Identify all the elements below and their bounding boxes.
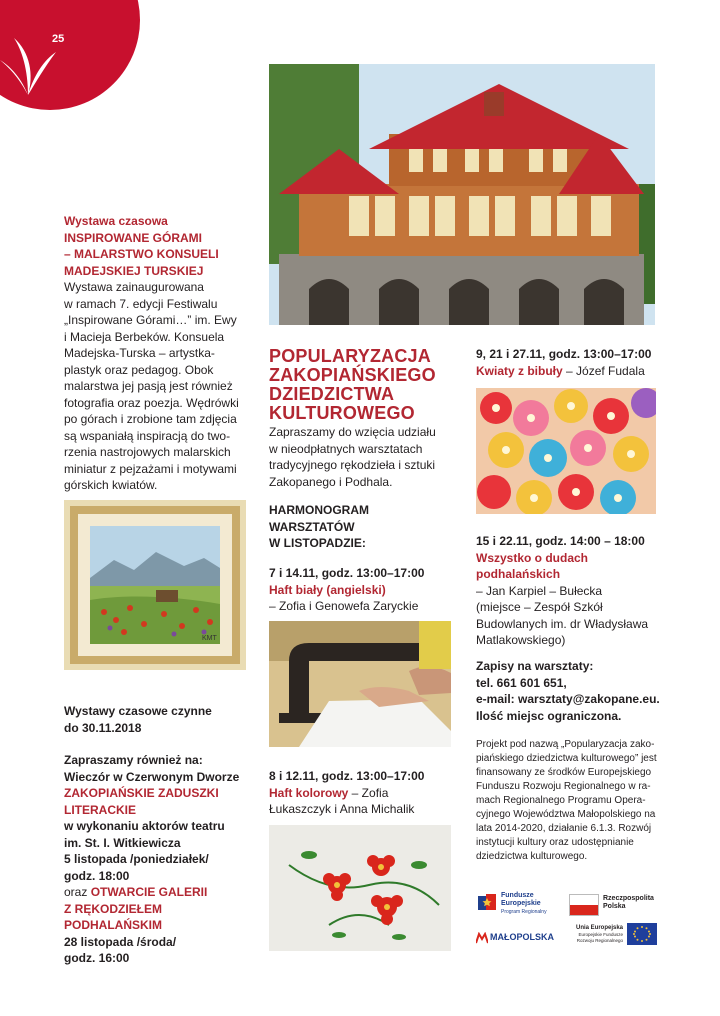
workshop-item	[269, 768, 459, 818]
intro-line: tradycyjnego rękodzieła i sztuki	[269, 458, 436, 472]
exhibition-label: Wystawa czasowa	[64, 214, 168, 228]
workshop-people: (miejsce – Zespół Szkół	[476, 600, 603, 614]
signup-line: Zapisy na warsztaty:	[476, 659, 594, 673]
project-line: mach Regionalnego Programu Opera-	[476, 795, 646, 806]
project-line: dziedzictwa kulturowego.	[476, 851, 588, 862]
painting-photo	[64, 500, 246, 670]
eu-logo-text: Unia Europejska	[575, 925, 623, 931]
eu-flag-icon	[627, 923, 657, 945]
intro-text	[269, 424, 459, 490]
invite-line: im. St. I. Witkiewicza	[64, 835, 181, 850]
painting-signature: KMT	[202, 635, 217, 642]
exhibition-body-line: rzenia nastrojowych malarskich	[64, 445, 231, 459]
exhibition-body-line: fotografia oraz poezja. Wędrówki	[64, 395, 239, 410]
signup-email: e-mail: warsztaty@zakopane.eu.	[476, 692, 660, 706]
main-title-line: KULTUROWEGO	[269, 403, 415, 423]
invite-event-title: ZAKOPIAŃSKIE ZADUSZKI	[64, 786, 219, 800]
workshop-name: Kwiaty z bibuły	[476, 363, 563, 378]
workshop-people: – Jan Karpiel – Bułecka	[476, 583, 603, 598]
paper-flowers-photo	[476, 388, 656, 514]
workshop-people: Matlakowskiego)	[476, 633, 566, 647]
workshop-people: Łukaszczyk i Anna Michalik	[269, 802, 415, 816]
exhibition-body-line: górskich kwiatów.	[64, 478, 158, 492]
invite-line: 28 listopada /środa/	[64, 934, 177, 949]
eu-logo-text: Europejskie Fundusze	[578, 932, 623, 937]
invite-event-title: PODHALAŃSKIM	[64, 918, 162, 932]
open-until-line: Wystawy czasowe czynne	[64, 704, 212, 718]
project-note	[476, 738, 666, 864]
exhibition-body-line: „Inspirowane Górami…” im. Ewy	[64, 313, 237, 327]
invite-line: w wykonaniu aktorów teatru	[64, 819, 225, 833]
exhibition-body-line: miniatur z pejzażami i motywami	[64, 461, 237, 476]
exhibition-block	[64, 213, 254, 494]
exhibition-body-line: po górach i zrobione tam zdjęcia	[64, 412, 237, 426]
malopolska-m-icon	[476, 932, 488, 944]
exhibition-body-line: plastyk oraz pedagog. Obok	[64, 362, 214, 377]
fe-logo-text: Europejskie	[501, 900, 541, 907]
invite-conjunction: oraz	[64, 885, 91, 899]
main-title	[269, 347, 449, 423]
fundusze-europejskie-logo	[476, 892, 556, 918]
villa-photo	[269, 64, 655, 325]
open-until-line: do 30.11.2018	[64, 720, 142, 735]
workshop-item	[476, 533, 676, 649]
schedule-heading-line: HARMONOGRAM	[269, 503, 369, 517]
workshop-people: Budowlanych im. dr Władysława	[476, 616, 649, 631]
invite-event-title: OTWARCIE GALERII	[90, 885, 208, 899]
invite-block	[64, 752, 254, 967]
project-line: instytucji kultury oraz udostępnianie	[476, 837, 634, 848]
intro-line: w nieodpłatnych warsztatach	[269, 441, 423, 456]
main-title-line: ZAKOPIAŃSKIEGO	[269, 365, 436, 385]
project-line: Funduszu Rozwoju Regionalnego w ra-	[476, 781, 651, 792]
fe-star-icon	[476, 892, 498, 914]
project-line: piańskiego dziedzictwa kulturowego” jest	[476, 753, 657, 764]
workshop-date: 15 i 22.11, godz. 14:00 – 18:00	[476, 534, 645, 548]
exhibition-body-line: Wystawa zainaugurowana	[64, 280, 204, 294]
schedule-heading-line: W LISTOPADZIE:	[269, 536, 366, 550]
rzeczpospolita-logo	[569, 892, 659, 916]
invite-event-title: LITERACKIE	[64, 802, 136, 817]
project-line: finansowany ze środków Europejskiego	[476, 767, 652, 778]
fe-logo-text: Fundusze	[501, 892, 534, 899]
leaf-logo-icon	[0, 30, 60, 100]
invite-line	[64, 884, 254, 901]
invite-line: Zapraszamy również na:	[64, 753, 203, 767]
schedule-heading	[269, 502, 459, 552]
exhibition-body-line: w ramach 7. edycji Festiwalu	[64, 296, 218, 311]
invite-line: 5 listopada /poniedziałek/	[64, 852, 209, 866]
workshop-item	[269, 565, 459, 615]
workshop-date: 7 i 14.11, godz. 13:00–17:00	[269, 566, 425, 580]
main-title-line: POPULARYZACJA	[269, 346, 431, 366]
project-line: cyjnego Województwa Małopolskiego na	[476, 809, 656, 820]
invite-line: Wieczór w Czerwonym Dworze	[64, 769, 240, 784]
workshop-name: Haft biały (angielski)	[269, 582, 386, 597]
workshop-date: 9, 21 i 27.11, godz. 13:00–17:00	[476, 347, 652, 361]
eu-logo-text: Rozwoju Regionalnego	[576, 938, 623, 943]
page-number: 25	[52, 33, 65, 45]
signup-block	[476, 658, 676, 724]
exhibition-body-line: Madejska-Turska – artystka-	[64, 346, 215, 360]
malopolska-logo-text: MAŁOPOLSKA	[490, 932, 554, 942]
workshop-name: Wszystko o dudach	[476, 550, 589, 565]
fe-logo-text: Program Regionalny	[501, 909, 547, 915]
exhibition-title-1: INSPIROWANE GÓRAMI	[64, 230, 203, 245]
sewing-machine-photo	[269, 621, 451, 747]
signup-line: Ilość miejsc ograniczona.	[476, 708, 622, 723]
workshop-item	[476, 346, 676, 379]
invite-line: godz. 18:00	[64, 868, 130, 883]
main-title-line: DZIEDZICTWA	[269, 384, 395, 404]
exhibition-body-line: i Macieja Berbeków. Konsuela	[64, 329, 225, 344]
exhibition-body-line: malarstwa jej pasją jest również	[64, 379, 233, 393]
project-line: lata 2014-2020, działanie 6.1.3. Rozwój	[476, 823, 652, 834]
malopolska-logo	[476, 931, 556, 945]
schedule-heading-line: WARSZTATÓW	[269, 519, 355, 534]
intro-line: Zakopanego i Podhala.	[269, 474, 393, 489]
workshop-people: – Józef Fudala	[562, 363, 645, 378]
exhibition-title-3: MADEJSKIEJ TURSKIEJ	[64, 263, 204, 278]
workshop-date: 8 i 12.11, godz. 13:00–17:00	[269, 769, 425, 783]
workshop-people: – Zofia	[348, 785, 389, 800]
workshop-people: – Zofia i Genowefa Zaryckie	[269, 599, 419, 613]
rp-logo-text: Polska	[603, 903, 626, 910]
polish-flag-icon	[569, 894, 599, 916]
eu-logo	[569, 923, 659, 949]
workshop-name: Haft kolorowy	[269, 785, 349, 800]
embroidery-photo	[269, 825, 451, 951]
project-line: Projekt pod nazwą „Popularyzacja zako-	[476, 739, 655, 750]
invite-line: godz. 16:00	[64, 951, 130, 965]
invite-event-title: Z RĘKODZIEŁEM	[64, 901, 162, 916]
exhibition-title-2: – MALARSTWO KONSUELI	[64, 247, 219, 261]
intro-line: Zapraszamy do wzięcia udziału	[269, 425, 436, 439]
workshop-name: podhalańskich	[476, 567, 561, 581]
signup-phone: tel. 661 601 651,	[476, 675, 567, 690]
rp-logo-text: Rzeczpospolita	[603, 895, 654, 902]
exhibition-body-line: są wspaniałą inspiracją do two-	[64, 428, 231, 443]
open-until-block	[64, 703, 254, 736]
